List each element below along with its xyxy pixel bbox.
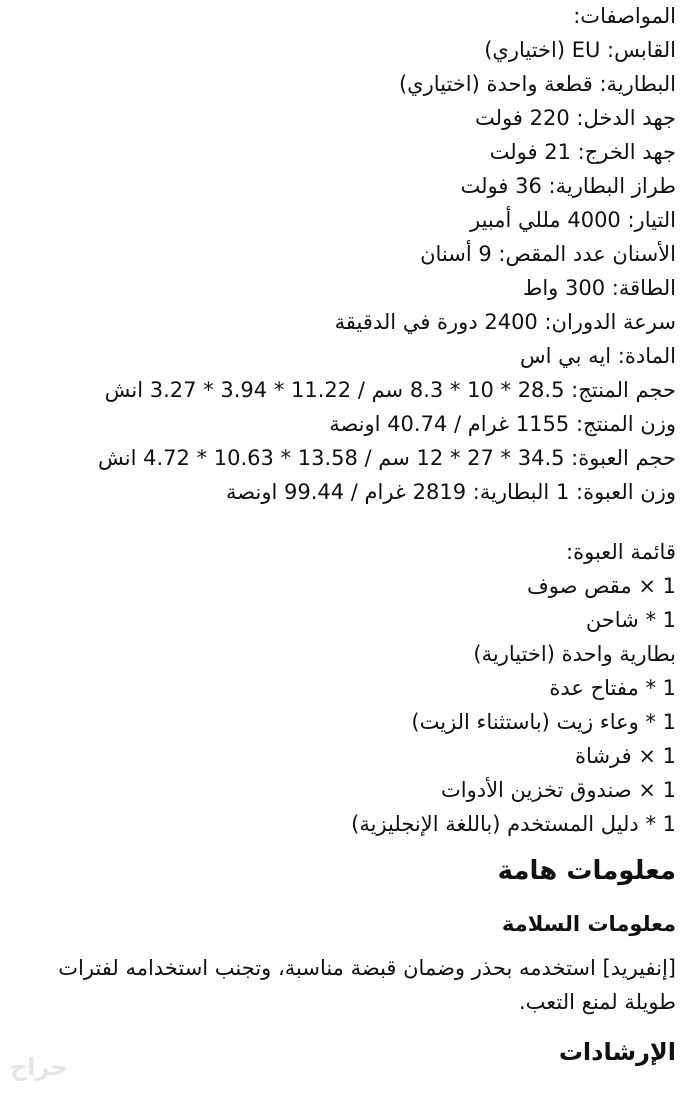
safety-info-title: معلومات السلامة: [501, 912, 676, 936]
watermark-logo: حراج: [10, 1053, 68, 1081]
package-item: 1 × صندوق تخزين الأدوات: [440, 778, 676, 802]
package-item: 1 * وعاء زيت (باستثناء الزيت): [411, 710, 676, 734]
safety-info-text: [إنفيريد] استخدمه بحذر وضمان قبضة مناسبة، وتجنب استخدامه لفترات طويلة لمنع التعب.: [58, 956, 676, 1014]
important-info-title: معلومات هامة: [497, 856, 676, 886]
package-item: 1 * مفتاح عدة: [549, 676, 676, 700]
spec-line: وزن المنتج: 1155 غرام / 40.74 اونصة: [329, 412, 676, 436]
package-item: بطارية واحدة (اختيارية): [473, 642, 676, 666]
spec-line: حجم العبوة: 34.5 * 27 * 12 سم / 13.58 * 10.63 * 4.72 انش: [97, 446, 676, 470]
package-item: 1 * شاحن: [585, 608, 676, 632]
spec-line: المادة: ايه بي اس: [520, 344, 676, 368]
specs-section: [10, 0, 676, 509]
instructions-title: الإرشادات: [558, 1038, 676, 1066]
package-item: 1 × فرشاة: [575, 744, 676, 768]
spec-line: جهد الخرج: 21 فولت: [489, 140, 676, 164]
specs-heading: المواصفات:: [573, 4, 676, 28]
package-item: 1 × مقص صوف: [526, 574, 676, 598]
spacer: [10, 509, 676, 535]
spec-line: جهد الدخل: 220 فولت: [475, 106, 676, 130]
spec-line: طراز البطارية: 36 فولت: [460, 174, 676, 198]
spec-line: البطارية: قطعة واحدة (اختياري): [398, 72, 676, 96]
spec-line: حجم المنتج: 28.5 * 10 * 8.3 سم / 11.22 * 3.94 * 3.27 انش: [104, 378, 676, 402]
package-item: 1 * دليل المستخدم (باللغة الإنجليزية): [351, 812, 676, 836]
package-heading: قائمة العبوة:: [566, 540, 676, 564]
spec-line: وزن العبوة: 1 البطارية: 2819 غرام / 99.44 اونصة: [226, 480, 676, 504]
package-section: [10, 535, 676, 841]
spec-line: القابس: EU (اختياري): [484, 38, 676, 62]
spec-line: الأسنان عدد المقص: 9 أسنان: [420, 242, 676, 266]
spec-line: الطاقة: 300 واط: [522, 276, 676, 300]
spec-line: التيار: 4000 مللي أمبير: [469, 208, 676, 232]
spec-line: سرعة الدوران: 2400 دورة في الدقيقة: [334, 310, 676, 334]
